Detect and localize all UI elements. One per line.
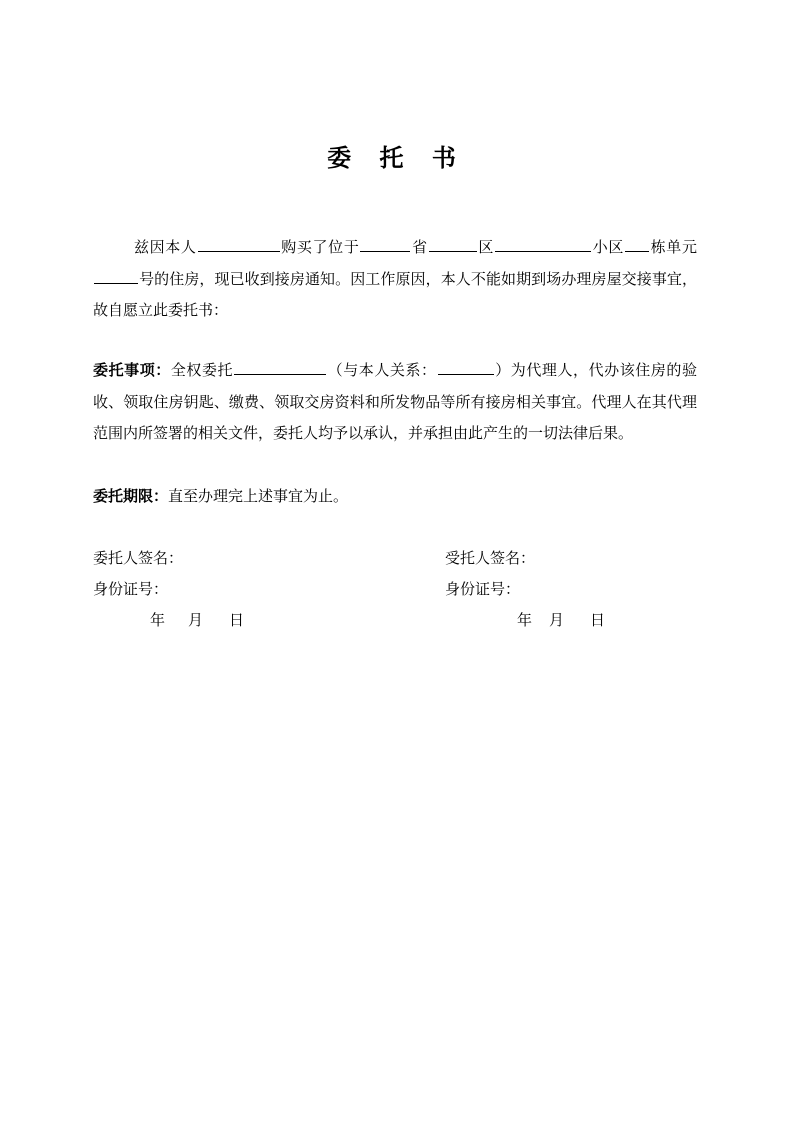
entrust-matters-heading: 委托事项： (93, 361, 171, 379)
principal-id-label: 身份证号： (93, 580, 169, 598)
document-title: 委 托 书 (327, 143, 466, 172)
principal-date (150, 609, 244, 631)
entrust-period-text: 直至办理完上述事宜为止。 (168, 487, 349, 505)
intro-text-2: 购买了位于 (280, 238, 360, 256)
name-blank (198, 234, 280, 252)
intro-text-1: 兹因本人 (134, 238, 197, 256)
entrust-text-3: ）为代理人，代办该住房的验收、领取住房钥匙、缴费、领取交房资料和所发物品等所有接房相关事宜。代理人在其代理范围内所签署的相关文件，委托人均予以承认，并承担由此产生的一切法律后果。 (93, 361, 697, 442)
agent-name-blank (234, 357, 326, 375)
entrust-text-2: （与本人关系： (327, 361, 437, 379)
intro-text-4: 区 (477, 238, 495, 256)
principal-date-day: 日 (229, 611, 245, 629)
agent-id-label: 身份证号： (445, 580, 521, 598)
intro-text-6: 栋 (650, 238, 667, 256)
community-blank (495, 234, 591, 252)
intro-text-7: 单元 (666, 238, 697, 256)
principal-date-month: 月 (188, 611, 204, 629)
entrust-text-1: 全权委托 (170, 361, 234, 379)
building-blank (625, 234, 649, 252)
room-blank (94, 266, 138, 284)
agent-date (517, 609, 605, 631)
agent-signature-label: 受托人签名： (445, 549, 536, 567)
intro-text-3: 省 (411, 238, 428, 256)
relationship-blank (438, 357, 494, 375)
entrust-period-paragraph (93, 481, 697, 513)
principal-date-year: 年 (150, 611, 166, 629)
entrust-period-heading: 委托期限： (93, 487, 169, 505)
district-blank (429, 234, 477, 252)
agent-date-year: 年 (517, 611, 533, 629)
intro-text-8: 号的住房，现已收到接房通知。因工作原因，本人不能如期到场办理房屋交接事宜，故自愿立此委托书： (93, 269, 697, 319)
agent-date-month: 月 (549, 611, 565, 629)
agent-date-day: 日 (590, 611, 606, 629)
principal-signature-label: 委托人签名： (93, 549, 184, 567)
province-blank (360, 234, 410, 252)
intro-text-5: 小区 (592, 238, 624, 256)
entrust-matters-paragraph (93, 355, 697, 450)
intro-paragraph (93, 232, 697, 327)
